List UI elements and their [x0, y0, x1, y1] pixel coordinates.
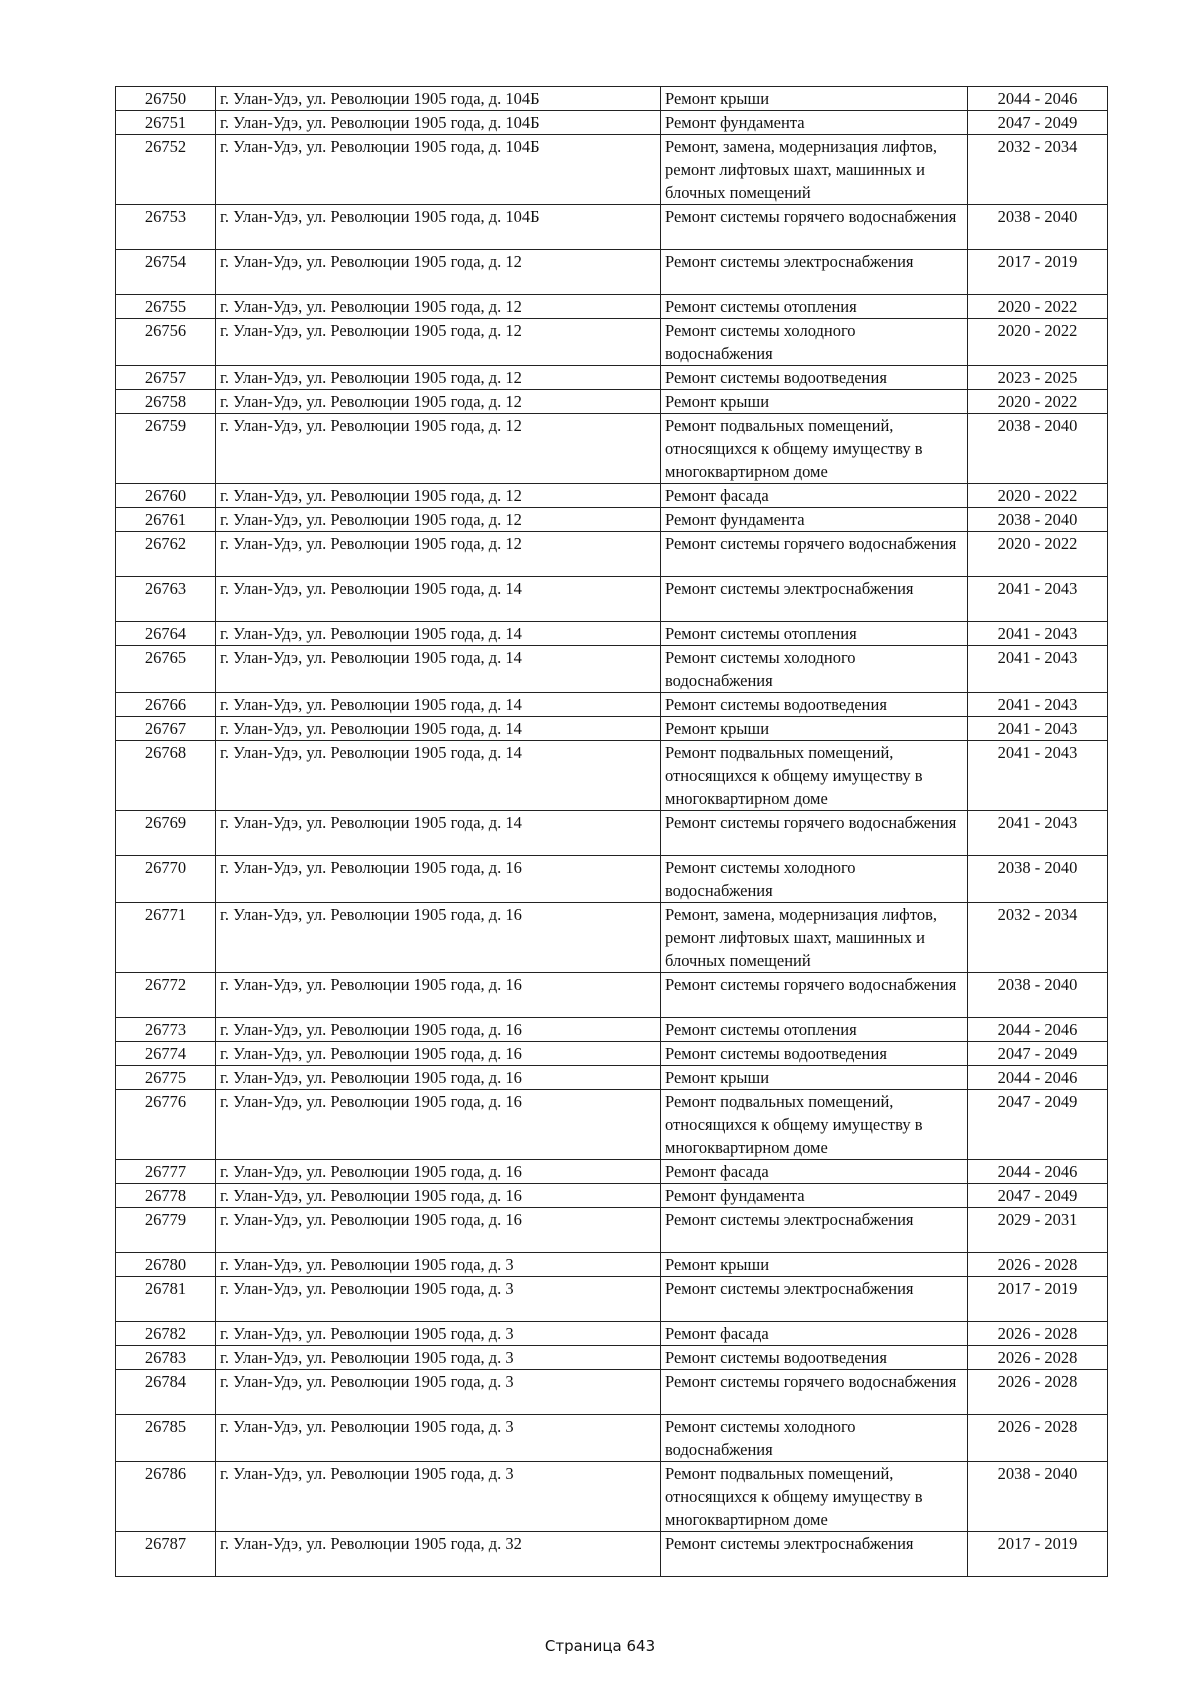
table-row: [116, 856, 1108, 903]
work-type-cell: Ремонт системы отопления: [661, 622, 968, 646]
address-cell: г. Улан-Удэ, ул. Революции 1905 года, д. 16: [216, 973, 661, 1018]
address-cell: г. Улан-Удэ, ул. Революции 1905 года, д. 16: [216, 1160, 661, 1184]
work-type-cell: Ремонт системы холодного водоснабжения: [661, 1415, 968, 1462]
row-id-cell: 26754: [116, 250, 216, 295]
period-cell: 2026 - 2028: [968, 1322, 1108, 1346]
work-type-cell: Ремонт системы холодного водоснабжения: [661, 646, 968, 693]
row-id-cell: 26750: [116, 87, 216, 111]
address-cell: г. Улан-Удэ, ул. Революции 1905 года, д. 14: [216, 811, 661, 856]
address-cell: г. Улан-Удэ, ул. Революции 1905 года, д. 16: [216, 1018, 661, 1042]
table-row: [116, 646, 1108, 693]
address-cell: г. Улан-Удэ, ул. Революции 1905 года, д. 16: [216, 1042, 661, 1066]
address-cell: г. Улан-Удэ, ул. Революции 1905 года, д. 14: [216, 646, 661, 693]
address-cell: г. Улан-Удэ, ул. Революции 1905 года, д. 3: [216, 1346, 661, 1370]
address-cell: г. Улан-Удэ, ул. Революции 1905 года, д. 16: [216, 856, 661, 903]
table-row: [116, 973, 1108, 1018]
row-id-cell: 26762: [116, 532, 216, 577]
table-row: [116, 508, 1108, 532]
table-row: [116, 1253, 1108, 1277]
work-type-cell: Ремонт системы водоотведения: [661, 366, 968, 390]
row-id-cell: 26756: [116, 319, 216, 366]
address-cell: г. Улан-Удэ, ул. Революции 1905 года, д. 12: [216, 484, 661, 508]
period-cell: 2047 - 2049: [968, 1042, 1108, 1066]
work-type-cell: Ремонт системы электроснабжения: [661, 1208, 968, 1253]
table-row: [116, 1208, 1108, 1253]
row-id-cell: 26781: [116, 1277, 216, 1322]
table-row: [116, 135, 1108, 205]
table-row: [116, 319, 1108, 366]
work-type-cell: Ремонт крыши: [661, 87, 968, 111]
period-cell: 2044 - 2046: [968, 87, 1108, 111]
row-id-cell: 26759: [116, 414, 216, 484]
period-cell: 2026 - 2028: [968, 1253, 1108, 1277]
table-row: [116, 111, 1108, 135]
work-type-cell: Ремонт фасада: [661, 1322, 968, 1346]
table-row: [116, 532, 1108, 577]
table-row: [116, 1370, 1108, 1415]
work-type-cell: Ремонт системы водоотведения: [661, 693, 968, 717]
period-cell: 2017 - 2019: [968, 1532, 1108, 1577]
address-cell: г. Улан-Удэ, ул. Революции 1905 года, д. 104Б: [216, 111, 661, 135]
work-type-cell: Ремонт фасада: [661, 1160, 968, 1184]
work-type-cell: Ремонт системы горячего водоснабжения: [661, 1370, 968, 1415]
work-type-cell: Ремонт крыши: [661, 1066, 968, 1090]
row-id-cell: 26778: [116, 1184, 216, 1208]
work-type-cell: Ремонт фундамента: [661, 1184, 968, 1208]
table-row: [116, 1277, 1108, 1322]
page-number: Страница 643: [544, 1637, 656, 1655]
work-type-cell: Ремонт фундамента: [661, 111, 968, 135]
table-row: [116, 811, 1108, 856]
row-id-cell: 26764: [116, 622, 216, 646]
work-type-cell: Ремонт, замена, модернизация лифтов, ремонт лифтовых шахт, машинных и блочных помещений: [661, 135, 968, 205]
address-cell: г. Улан-Удэ, ул. Революции 1905 года, д. 12: [216, 295, 661, 319]
address-cell: г. Улан-Удэ, ул. Революции 1905 года, д. 104Б: [216, 205, 661, 250]
period-cell: 2026 - 2028: [968, 1370, 1108, 1415]
period-cell: 2020 - 2022: [968, 295, 1108, 319]
row-id-cell: 26767: [116, 717, 216, 741]
period-cell: 2020 - 2022: [968, 532, 1108, 577]
address-cell: г. Улан-Удэ, ул. Революции 1905 года, д. 12: [216, 508, 661, 532]
table-row: [116, 414, 1108, 484]
period-cell: 2047 - 2049: [968, 111, 1108, 135]
address-cell: г. Улан-Удэ, ул. Революции 1905 года, д. 12: [216, 366, 661, 390]
row-id-cell: 26757: [116, 366, 216, 390]
address-cell: г. Улан-Удэ, ул. Революции 1905 года, д. 14: [216, 741, 661, 811]
table-row: [116, 295, 1108, 319]
table-row: [116, 1322, 1108, 1346]
address-cell: г. Улан-Удэ, ул. Революции 1905 года, д. 3: [216, 1415, 661, 1462]
table-row: [116, 390, 1108, 414]
row-id-cell: 26773: [116, 1018, 216, 1042]
table-row: [116, 250, 1108, 295]
table-row: [116, 1160, 1108, 1184]
work-type-cell: Ремонт фасада: [661, 484, 968, 508]
row-id-cell: 26786: [116, 1462, 216, 1532]
period-cell: 2041 - 2043: [968, 693, 1108, 717]
address-cell: г. Улан-Удэ, ул. Революции 1905 года, д. 3: [216, 1462, 661, 1532]
address-cell: г. Улан-Удэ, ул. Революции 1905 года, д. 3: [216, 1370, 661, 1415]
work-type-cell: Ремонт системы электроснабжения: [661, 250, 968, 295]
row-id-cell: 26761: [116, 508, 216, 532]
period-cell: 2041 - 2043: [968, 577, 1108, 622]
table-row: [116, 1346, 1108, 1370]
row-id-cell: 26755: [116, 295, 216, 319]
work-type-cell: Ремонт системы горячего водоснабжения: [661, 532, 968, 577]
address-cell: г. Улан-Удэ, ул. Революции 1905 года, д. 3: [216, 1277, 661, 1322]
work-type-cell: Ремонт крыши: [661, 390, 968, 414]
work-type-cell: Ремонт системы электроснабжения: [661, 1532, 968, 1577]
work-type-cell: Ремонт системы водоотведения: [661, 1042, 968, 1066]
address-cell: г. Улан-Удэ, ул. Революции 1905 года, д. 16: [216, 1208, 661, 1253]
work-type-cell: Ремонт системы горячего водоснабжения: [661, 973, 968, 1018]
table-row: [116, 1415, 1108, 1462]
row-id-cell: 26784: [116, 1370, 216, 1415]
work-type-cell: Ремонт системы холодного водоснабжения: [661, 319, 968, 366]
row-id-cell: 26752: [116, 135, 216, 205]
work-type-cell: Ремонт системы отопления: [661, 295, 968, 319]
period-cell: 2047 - 2049: [968, 1090, 1108, 1160]
address-cell: г. Улан-Удэ, ул. Революции 1905 года, д. 16: [216, 1184, 661, 1208]
table-row: [116, 87, 1108, 111]
work-type-cell: Ремонт системы холодного водоснабжения: [661, 856, 968, 903]
address-cell: г. Улан-Удэ, ул. Революции 1905 года, д. 14: [216, 717, 661, 741]
table-row: [116, 1018, 1108, 1042]
row-id-cell: 26774: [116, 1042, 216, 1066]
period-cell: 2023 - 2025: [968, 366, 1108, 390]
row-id-cell: 26770: [116, 856, 216, 903]
period-cell: 2038 - 2040: [968, 973, 1108, 1018]
period-cell: 2041 - 2043: [968, 741, 1108, 811]
row-id-cell: 26787: [116, 1532, 216, 1577]
period-cell: 2038 - 2040: [968, 205, 1108, 250]
row-id-cell: 26751: [116, 111, 216, 135]
work-type-cell: Ремонт, замена, модернизация лифтов, ремонт лифтовых шахт, машинных и блочных помещений: [661, 903, 968, 973]
row-id-cell: 26763: [116, 577, 216, 622]
work-type-cell: Ремонт системы водоотведения: [661, 1346, 968, 1370]
period-cell: 2017 - 2019: [968, 1277, 1108, 1322]
address-cell: г. Улан-Удэ, ул. Революции 1905 года, д. 3: [216, 1253, 661, 1277]
work-type-cell: Ремонт системы отопления: [661, 1018, 968, 1042]
table-row: [116, 903, 1108, 973]
period-cell: 2047 - 2049: [968, 1184, 1108, 1208]
work-type-cell: Ремонт системы электроснабжения: [661, 1277, 968, 1322]
row-id-cell: 26769: [116, 811, 216, 856]
row-id-cell: 26775: [116, 1066, 216, 1090]
period-cell: 2032 - 2034: [968, 903, 1108, 973]
address-cell: г. Улан-Удэ, ул. Революции 1905 года, д. 32: [216, 1532, 661, 1577]
period-cell: 2026 - 2028: [968, 1346, 1108, 1370]
address-cell: г. Улан-Удэ, ул. Революции 1905 года, д. 16: [216, 903, 661, 973]
table-row: [116, 693, 1108, 717]
period-cell: 2020 - 2022: [968, 484, 1108, 508]
period-cell: 2038 - 2040: [968, 1462, 1108, 1532]
address-cell: г. Улан-Удэ, ул. Революции 1905 года, д. 12: [216, 532, 661, 577]
period-cell: 2044 - 2046: [968, 1066, 1108, 1090]
row-id-cell: 26766: [116, 693, 216, 717]
row-id-cell: 26772: [116, 973, 216, 1018]
work-type-cell: Ремонт подвальных помещений, относящихся к общему имуществу в многоквартирном доме: [661, 741, 968, 811]
work-type-cell: Ремонт крыши: [661, 717, 968, 741]
table-row: [116, 622, 1108, 646]
period-cell: 2038 - 2040: [968, 856, 1108, 903]
work-type-cell: Ремонт фундамента: [661, 508, 968, 532]
row-id-cell: 26753: [116, 205, 216, 250]
table-row: [116, 1462, 1108, 1532]
table-row: [116, 741, 1108, 811]
row-id-cell: 26768: [116, 741, 216, 811]
period-cell: 2041 - 2043: [968, 646, 1108, 693]
row-id-cell: 26776: [116, 1090, 216, 1160]
work-type-cell: Ремонт крыши: [661, 1253, 968, 1277]
period-cell: 2032 - 2034: [968, 135, 1108, 205]
row-id-cell: 26765: [116, 646, 216, 693]
address-cell: г. Улан-Удэ, ул. Революции 1905 года, д. 14: [216, 693, 661, 717]
row-id-cell: 26782: [116, 1322, 216, 1346]
row-id-cell: 26760: [116, 484, 216, 508]
work-type-cell: Ремонт системы горячего водоснабжения: [661, 811, 968, 856]
address-cell: г. Улан-Удэ, ул. Революции 1905 года, д. 12: [216, 390, 661, 414]
address-cell: г. Улан-Удэ, ул. Революции 1905 года, д. 14: [216, 577, 661, 622]
table-row: [116, 1090, 1108, 1160]
address-cell: г. Улан-Удэ, ул. Революции 1905 года, д. 104Б: [216, 135, 661, 205]
table-row: [116, 1042, 1108, 1066]
period-cell: 2038 - 2040: [968, 508, 1108, 532]
row-id-cell: 26783: [116, 1346, 216, 1370]
period-cell: 2044 - 2046: [968, 1018, 1108, 1042]
address-cell: г. Улан-Удэ, ул. Революции 1905 года, д. 104Б: [216, 87, 661, 111]
address-cell: г. Улан-Удэ, ул. Революции 1905 года, д. 16: [216, 1090, 661, 1160]
row-id-cell: 26780: [116, 1253, 216, 1277]
work-type-cell: Ремонт подвальных помещений, относящихся к общему имуществу в многоквартирном доме: [661, 1462, 968, 1532]
row-id-cell: 26758: [116, 390, 216, 414]
period-cell: 2020 - 2022: [968, 319, 1108, 366]
address-cell: г. Улан-Удэ, ул. Революции 1905 года, д. 16: [216, 1066, 661, 1090]
address-cell: г. Улан-Удэ, ул. Революции 1905 года, д. 12: [216, 414, 661, 484]
table-row: [116, 1066, 1108, 1090]
address-cell: г. Улан-Удэ, ул. Революции 1905 года, д. 12: [216, 250, 661, 295]
table-row: [116, 717, 1108, 741]
period-cell: 2020 - 2022: [968, 390, 1108, 414]
address-cell: г. Улан-Удэ, ул. Революции 1905 года, д. 12: [216, 319, 661, 366]
row-id-cell: 26777: [116, 1160, 216, 1184]
period-cell: 2017 - 2019: [968, 250, 1108, 295]
table-row: [116, 1184, 1108, 1208]
table-row: [116, 205, 1108, 250]
repair-schedule-table: [115, 86, 1108, 1577]
address-cell: г. Улан-Удэ, ул. Революции 1905 года, д. 3: [216, 1322, 661, 1346]
row-id-cell: 26779: [116, 1208, 216, 1253]
work-type-cell: Ремонт системы электроснабжения: [661, 577, 968, 622]
period-cell: 2041 - 2043: [968, 717, 1108, 741]
table-row: [116, 484, 1108, 508]
period-cell: 2041 - 2043: [968, 811, 1108, 856]
row-id-cell: 26785: [116, 1415, 216, 1462]
table-row: [116, 1532, 1108, 1577]
work-type-cell: Ремонт системы горячего водоснабжения: [661, 205, 968, 250]
work-type-cell: Ремонт подвальных помещений, относящихся к общему имуществу в многоквартирном доме: [661, 414, 968, 484]
work-type-cell: Ремонт подвальных помещений, относящихся к общему имуществу в многоквартирном доме: [661, 1090, 968, 1160]
table-row: [116, 577, 1108, 622]
period-cell: 2044 - 2046: [968, 1160, 1108, 1184]
period-cell: 2038 - 2040: [968, 414, 1108, 484]
period-cell: 2041 - 2043: [968, 622, 1108, 646]
table-body: [116, 87, 1108, 1577]
address-cell: г. Улан-Удэ, ул. Революции 1905 года, д. 14: [216, 622, 661, 646]
row-id-cell: 26771: [116, 903, 216, 973]
period-cell: 2026 - 2028: [968, 1415, 1108, 1462]
period-cell: 2029 - 2031: [968, 1208, 1108, 1253]
table-row: [116, 366, 1108, 390]
